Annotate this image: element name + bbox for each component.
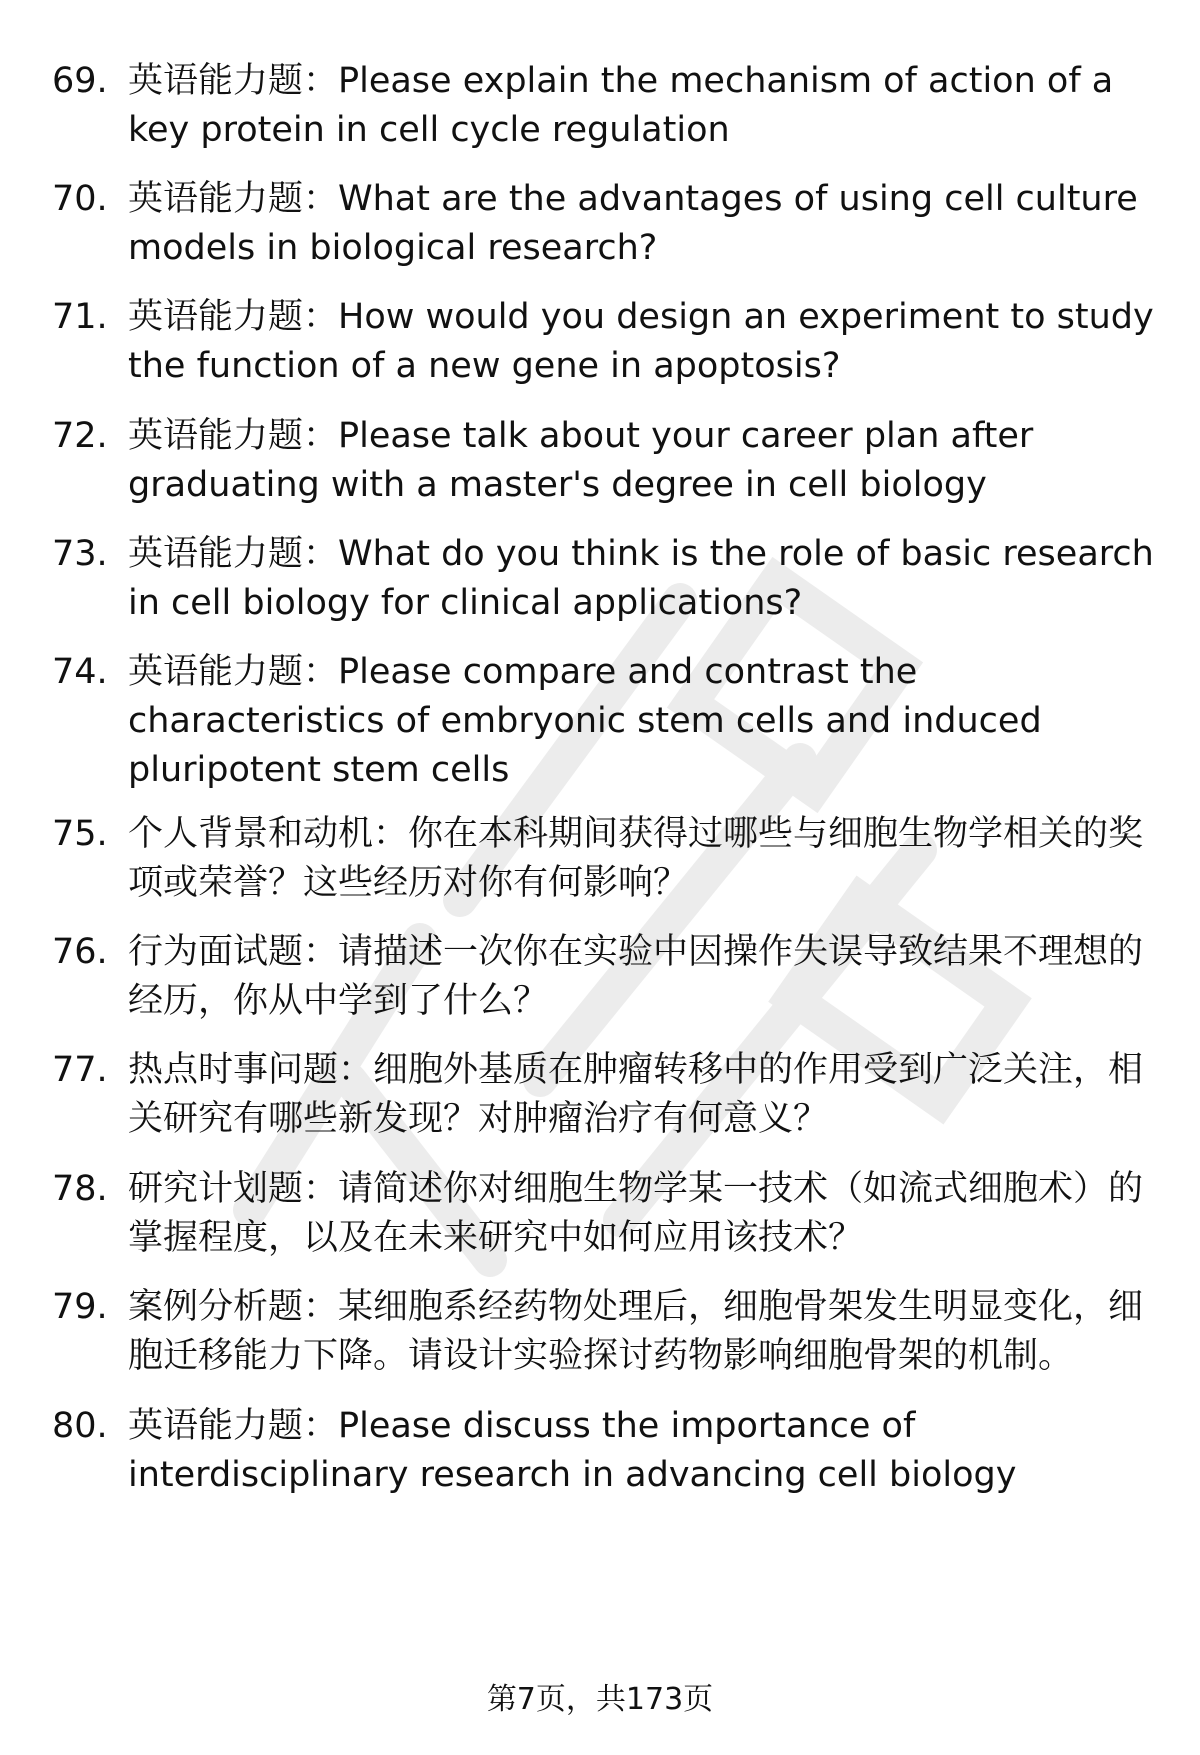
question-number: 72. [52, 416, 108, 456]
question-text: 英语能力题：What are the advantages of using cell culture models in biological research? [128, 179, 1138, 268]
question-item-69 [52, 57, 1162, 155]
question-item-71 [52, 293, 1162, 391]
page-number-label: 第7页，共173页 [486, 1682, 714, 1717]
question-item-70 [52, 175, 1162, 273]
question-item-74 [52, 648, 1162, 795]
question-item-80 [52, 1402, 1162, 1500]
question-text: 热点时事问题：细胞外基质在肿瘤转移中的作用受到广泛关注，相关研究有哪些新发现？对肿瘤治疗有何意义？ [128, 1050, 1144, 1139]
question-number: 73. [52, 534, 108, 574]
question-item-72 [52, 412, 1162, 510]
question-text: 英语能力题：Please talk about your career plan after graduating with a master's degree in cell biology [128, 416, 1034, 505]
question-text: 英语能力题：Please explain the mechanism of action of a key protein in cell cycle regulation [128, 61, 1114, 150]
question-item-79 [52, 1283, 1162, 1381]
question-text: 英语能力题：How would you design an experiment to study the function of a new gene in apoptosis? [128, 297, 1154, 386]
question-text: 行为面试题：请描述一次你在实验中因操作失误导致结果不理想的经历，你从中学到了什么？ [128, 932, 1144, 1021]
question-text: 英语能力题：Please compare and contrast the characteristics of embryonic stem cells and induced pluripotent stem cells [128, 652, 1042, 790]
question-number: 69. [52, 61, 108, 101]
question-item-78 [52, 1165, 1162, 1263]
question-number: 78. [52, 1169, 108, 1209]
question-number: 79. [52, 1287, 108, 1327]
question-number: 74. [52, 652, 108, 692]
question-text: 英语能力题：What do you think is the role of basic research in cell biology for clinical applications? [128, 534, 1154, 623]
question-item-73 [52, 530, 1162, 628]
question-number: 77. [52, 1050, 108, 1090]
question-text: 英语能力题：Please discuss the importance of interdisciplinary research in advancing cell biology [128, 1406, 1017, 1495]
question-text: 个人背景和动机：你在本科期间获得过哪些与细胞生物学相关的奖项或荣誉？这些经历对你有何影响？ [128, 814, 1144, 903]
question-number: 75. [52, 814, 108, 854]
question-item-75 [52, 810, 1162, 908]
question-number: 80. [52, 1406, 108, 1446]
page-footer [0, 1680, 1200, 1720]
question-number: 76. [52, 932, 108, 972]
question-text: 研究计划题：请简述你对细胞生物学某一技术（如流式细胞术）的掌握程度，以及在未来研究中如何应用该技术？ [128, 1169, 1144, 1258]
question-number: 70. [52, 179, 108, 219]
question-text: 案例分析题：某细胞系经药物处理后，细胞骨架发生明显变化，细胞迁移能力下降。请设计实验探讨药物影响细胞骨架的机制。 [128, 1287, 1144, 1376]
question-number: 71. [52, 297, 108, 337]
question-item-77 [52, 1046, 1162, 1144]
question-item-76 [52, 928, 1162, 1026]
